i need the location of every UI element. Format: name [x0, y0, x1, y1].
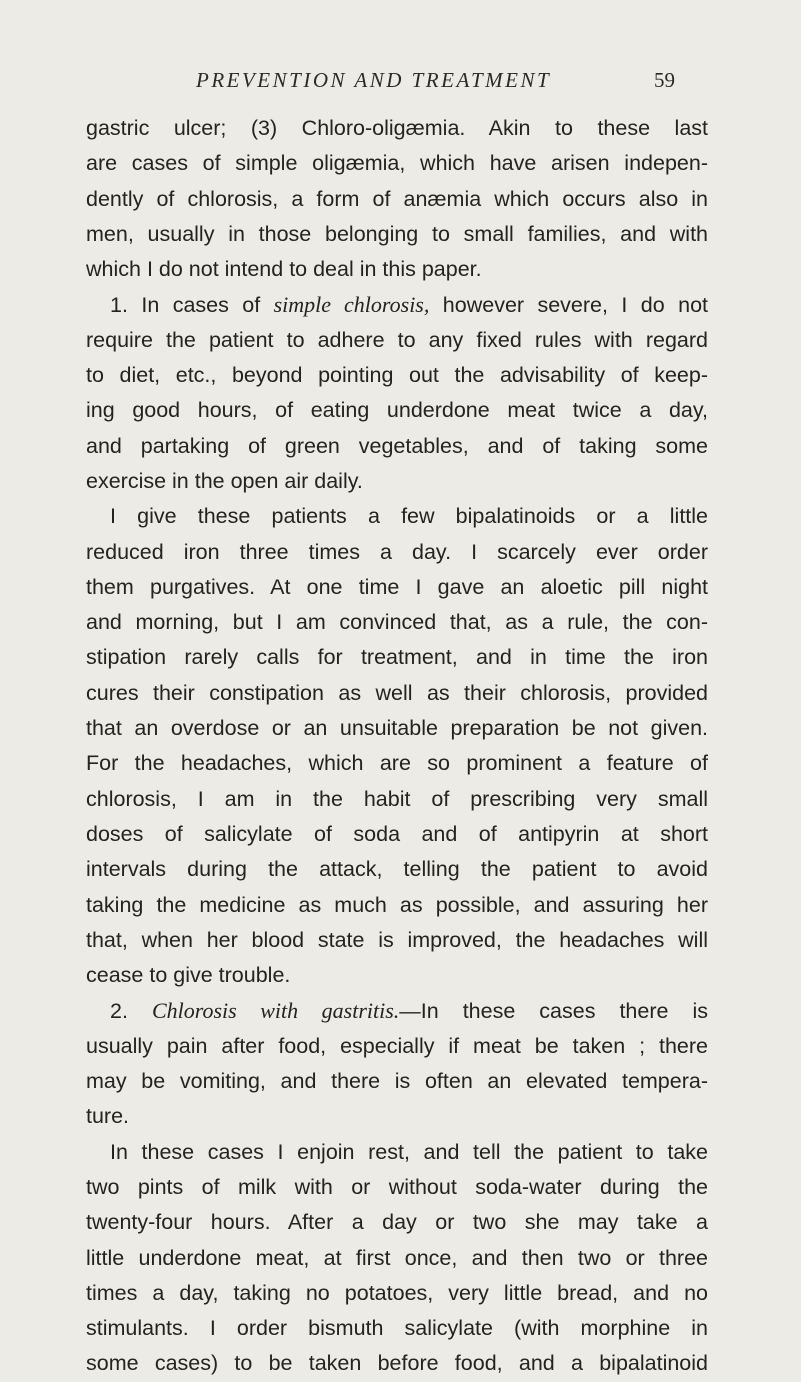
text-line: stimulants. I order bismuth salicylate (with morphine in [86, 1316, 708, 1341]
text-line [86, 287, 708, 322]
text-line: reduced iron three times a day. I scarcely ever order [86, 539, 708, 564]
italic-phrase: Chlorosis with gastritis. [151, 998, 400, 1024]
text-line: to diet, etc., beyond pointing out the advisability of keep- [86, 363, 708, 388]
text-line-lead: 1. In cases of [110, 293, 274, 318]
text-line: and partaking of green vegetables, and of taking some [86, 433, 708, 458]
text-line: doses of salicylate of soda and of antipyrin at short [86, 821, 708, 846]
text-line: intervals during the attack, telling the patient to avoid [86, 857, 708, 882]
text-line: ture. [86, 1104, 130, 1129]
text-line: are cases of simple oligæmia, which have arisen indepen- [86, 151, 708, 176]
text-line: exercise in the open air daily. [86, 468, 363, 493]
page-number: 59 [654, 68, 675, 92]
text-line: that an overdose or an unsuitable preparation be not given. [86, 716, 708, 741]
text-line: twenty-four hours. After a day or two she may take a [86, 1210, 708, 1235]
text-line: cease to give trouble. [86, 963, 291, 988]
text-line: For the headaches, which are so prominent a feature of [86, 751, 708, 776]
text-line: and morning, but I am convinced that, as a rule, the con- [86, 610, 708, 635]
running-head-title: PREVENTION AND TREATMENT [196, 68, 552, 92]
text-line: two pints of milk with or without soda-water during the [86, 1174, 708, 1199]
text-line: that, when her blood state is improved, the headaches will [86, 927, 708, 952]
text-line [86, 993, 708, 1028]
text-line: require the patient to adhere to any fixed rules with regard [86, 327, 708, 352]
text-line: In these cases I enjoin rest, and tell the patient to take [110, 1139, 708, 1164]
text-line: dently of chlorosis, a form of anæmia which occurs also in [86, 186, 708, 211]
text-line: some cases) to be taken before food, and a bipalatinoid [86, 1351, 708, 1376]
text-line: I give these patients a few bipalatinoids or a little [110, 504, 708, 529]
text-line: little underdone meat, at first once, and then two or three [86, 1245, 708, 1270]
text-line: cures their constipation as well as their chlorosis, provided [86, 680, 708, 705]
italic-phrase: simple chlorosis, [273, 292, 430, 318]
text-line-tail: —In these cases there is [399, 999, 708, 1024]
text-line: men, usually in those belonging to small families, and with [86, 221, 708, 246]
text-line: gastric ulcer; (3) Chloro-oligæmia. Akin to these last [86, 116, 708, 140]
text-line: stipation rarely calls for treatment, and in time the iron [86, 645, 708, 670]
text-line: taking the medicine as much as possible, and assuring her [86, 892, 708, 917]
text-line: which I do not intend to deal in this paper. [86, 257, 482, 282]
text-line: usually pain after food, especially if meat be taken ; there [86, 1033, 708, 1058]
body-text [86, 111, 708, 1382]
text-line-tail: however severe, I do not [429, 293, 708, 318]
text-line-lead: 2. [110, 999, 152, 1024]
text-line: may be vomiting, and there is often an elevated tempera- [86, 1069, 708, 1094]
text-line: ing good hours, of eating underdone meat twice a day, [86, 398, 708, 423]
text-line: times a day, taking no potatoes, very little bread, and no [86, 1280, 708, 1305]
text-line: chlorosis, I am in the habit of prescribing very small [86, 786, 708, 811]
text-line: them purgatives. At one time I gave an aloetic pill night [86, 574, 708, 599]
